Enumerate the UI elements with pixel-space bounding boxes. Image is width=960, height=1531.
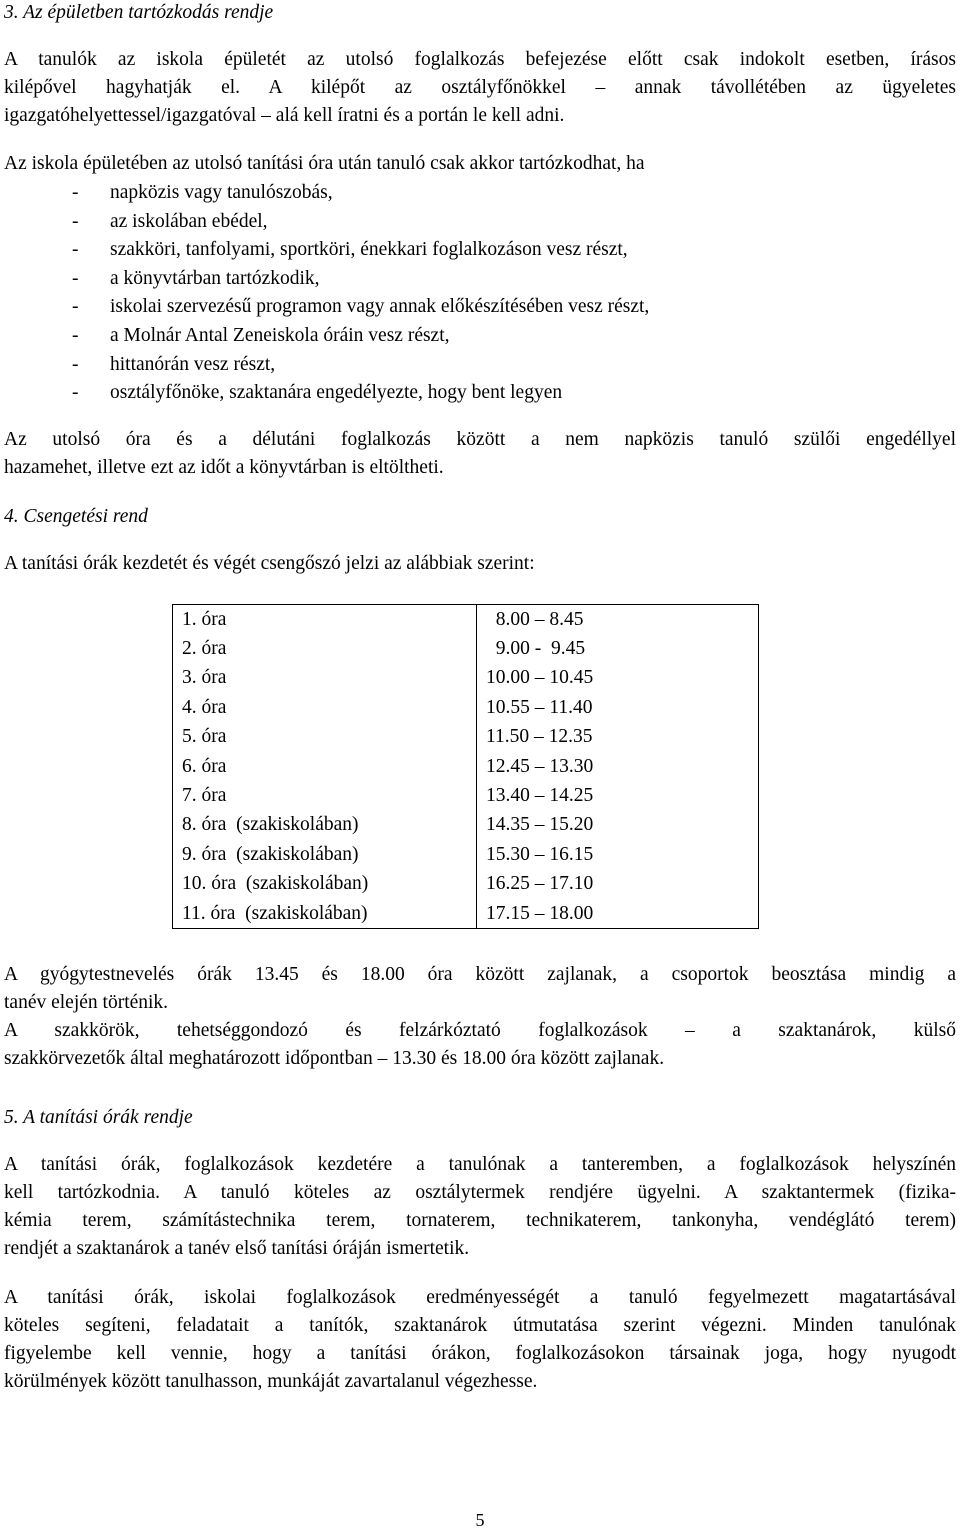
stay-conditions-list xyxy=(4,180,649,409)
lesson-cell: 8. óra (szakiskolában) xyxy=(173,811,477,840)
time-cell: 11.50 – 12.35 xyxy=(486,726,593,748)
time-cell: 17.15 – 18.00 xyxy=(486,902,594,924)
lesson-cell: 1. óra xyxy=(173,605,477,635)
section-3-paragraph-1-line-2: kilépővel hagyhatják el. A kilépőt az osztályfőnökkel – annak távollétében az ügyeletes xyxy=(4,77,956,98)
time-cell: 10.00 – 10.45 xyxy=(486,667,594,689)
time-cell: 13.40 – 14.25 xyxy=(486,785,594,807)
section-5-paragraph-2-line-3: figyelembe kell vennie, hogy a tanítási órákon, foglalkozásokon társainak joga, hogy nyugodt xyxy=(4,1343,956,1364)
lesson-cell: 10. óra (szakiskolában) xyxy=(173,870,477,899)
lesson-cell: 7. óra xyxy=(173,781,477,810)
section-3-heading: 3. Az épületben tartózkodás rendje xyxy=(4,2,274,23)
section-5-paragraph-1-line-2: kell tartózkodnia. A tanuló köteles az osztálytermek rendjére ügyelni. A szaktantermek (fizika- xyxy=(4,1182,956,1203)
list-item: - szakköri, tanfolyami, sportköri, énekkari foglalkozáson vesz részt, xyxy=(72,239,628,261)
list-item: - osztályfőnöke, szaktanára engedélyezte, hogy bent legyen xyxy=(72,382,563,404)
lesson-cell: 5. óra xyxy=(173,723,477,752)
section-5-paragraph-1-line-4: rendjét a szaktanárok a tanév első tanítási óráján ismertetik. xyxy=(4,1238,470,1259)
time-cell: 9.00 - 9.45 xyxy=(486,638,586,660)
section-3-paragraph-1-line-1: A tanulók az iskola épületét az utolsó foglalkozás befejezése előtt csak indokolt esetben, írásos xyxy=(4,49,956,70)
section-4-paragraph-2-line-1: A szakkörök, tehetséggondozó és felzárkóztató foglalkozások – a szaktanárok, külső xyxy=(4,1020,956,1041)
lesson-cell: 9. óra (szakiskolában) xyxy=(173,840,477,869)
list-item: - a könyvtárban tartózkodik, xyxy=(72,267,320,289)
lesson-cell: 4. óra xyxy=(173,693,477,722)
table-row xyxy=(173,723,759,752)
bell-schedule-table xyxy=(172,604,759,929)
list-item: - iskolai szervezésű programon vagy annak előkészítésében vesz részt, xyxy=(72,296,650,318)
section-3-paragraph-1-line-3: igazgatóhelyettessel/igazgatóval – alá kell íratni és a portán le kell adni. xyxy=(4,105,565,126)
section-4-intro: A tanítási órák kezdetét és végét csengőszó jelzi az alábbiak szerint: xyxy=(4,553,535,574)
section-4-heading: 4. Csengetési rend xyxy=(4,506,148,527)
table-row xyxy=(173,811,759,840)
section-5-paragraph-2-line-4: körülmények között tanulhasson, munkáját zavartalanul végezhesse. xyxy=(4,1371,538,1392)
list-item: - az iskolában ebédel, xyxy=(72,210,268,232)
page-number: 5 xyxy=(475,1510,485,1530)
section-5-heading: 5. A tanítási órák rendje xyxy=(4,1107,193,1128)
lesson-cell: 3. óra xyxy=(173,664,477,693)
table-row xyxy=(173,752,759,781)
table-row xyxy=(173,870,759,899)
lesson-cell: 6. óra xyxy=(173,752,477,781)
table-row xyxy=(173,899,759,929)
list-item: - napközis vagy tanulószobás, xyxy=(72,182,333,203)
section-5-paragraph-2-line-1: A tanítási órák, iskolai foglalkozások eredményességét a tanuló fegyelmezett magatartásával xyxy=(4,1287,956,1308)
time-cell: 15.30 – 16.15 xyxy=(486,843,594,865)
table-row xyxy=(173,634,759,663)
table-row xyxy=(173,605,759,635)
lesson-cell: 2. óra xyxy=(173,634,477,663)
time-cell: 10.55 – 11.40 xyxy=(486,696,593,718)
section-5-paragraph-1-line-1: A tanítási órák, foglalkozások kezdetére a tanulónak a tanteremben, a foglalkozások helyszínén xyxy=(4,1154,956,1175)
lesson-cell: 11. óra (szakiskolában) xyxy=(173,899,477,929)
table-row xyxy=(173,693,759,722)
list-item: - hittanórán vesz részt, xyxy=(72,353,276,375)
section-5-paragraph-1-line-3: kémia terem, számítástechnika terem, tornaterem, technikaterem, tankonyha, vendéglátó terem) xyxy=(4,1210,956,1231)
section-5-paragraph-2-line-2: köteles segíteni, feladatait a tanítók, szaktanárok útmutatása szerint végezni. Minden tanulónak xyxy=(4,1315,956,1336)
section-4-paragraph-2-line-2: szakkörvezetők által meghatározott időpontban – 13.30 és 18.00 óra között zajlanak. xyxy=(4,1048,665,1069)
time-cell: 16.25 – 17.10 xyxy=(486,873,594,895)
section-4-paragraph-1-line-2: tanév elején történik. xyxy=(4,992,169,1013)
section-3-paragraph-3-line-1: Az utolsó óra és a délutáni foglalkozás között a nem napközis tanuló szülői engedéllyel xyxy=(4,429,956,450)
table-row xyxy=(173,664,759,693)
table-row xyxy=(173,781,759,810)
time-cell: 12.45 – 13.30 xyxy=(486,755,594,777)
time-cell: 14.35 – 15.20 xyxy=(486,814,594,836)
list-item: - a Molnár Antal Zeneiskola óráin vesz részt, xyxy=(72,324,450,346)
section-4-paragraph-1-line-1: A gyógytestnevelés órák 13.45 és 18.00 óra között zajlanak, a csoportok beosztása mindig a xyxy=(4,964,956,985)
section-3-paragraph-2-intro: Az iskola épületében az utolsó tanítási óra után tanuló csak akkor tartózkodhat, ha xyxy=(4,153,645,174)
time-cell: 8.00 – 8.45 xyxy=(486,608,584,630)
table-row xyxy=(173,840,759,869)
section-3-paragraph-3-line-2: hazamehet, illetve ezt az időt a könyvtárban is eltöltheti. xyxy=(4,457,444,478)
